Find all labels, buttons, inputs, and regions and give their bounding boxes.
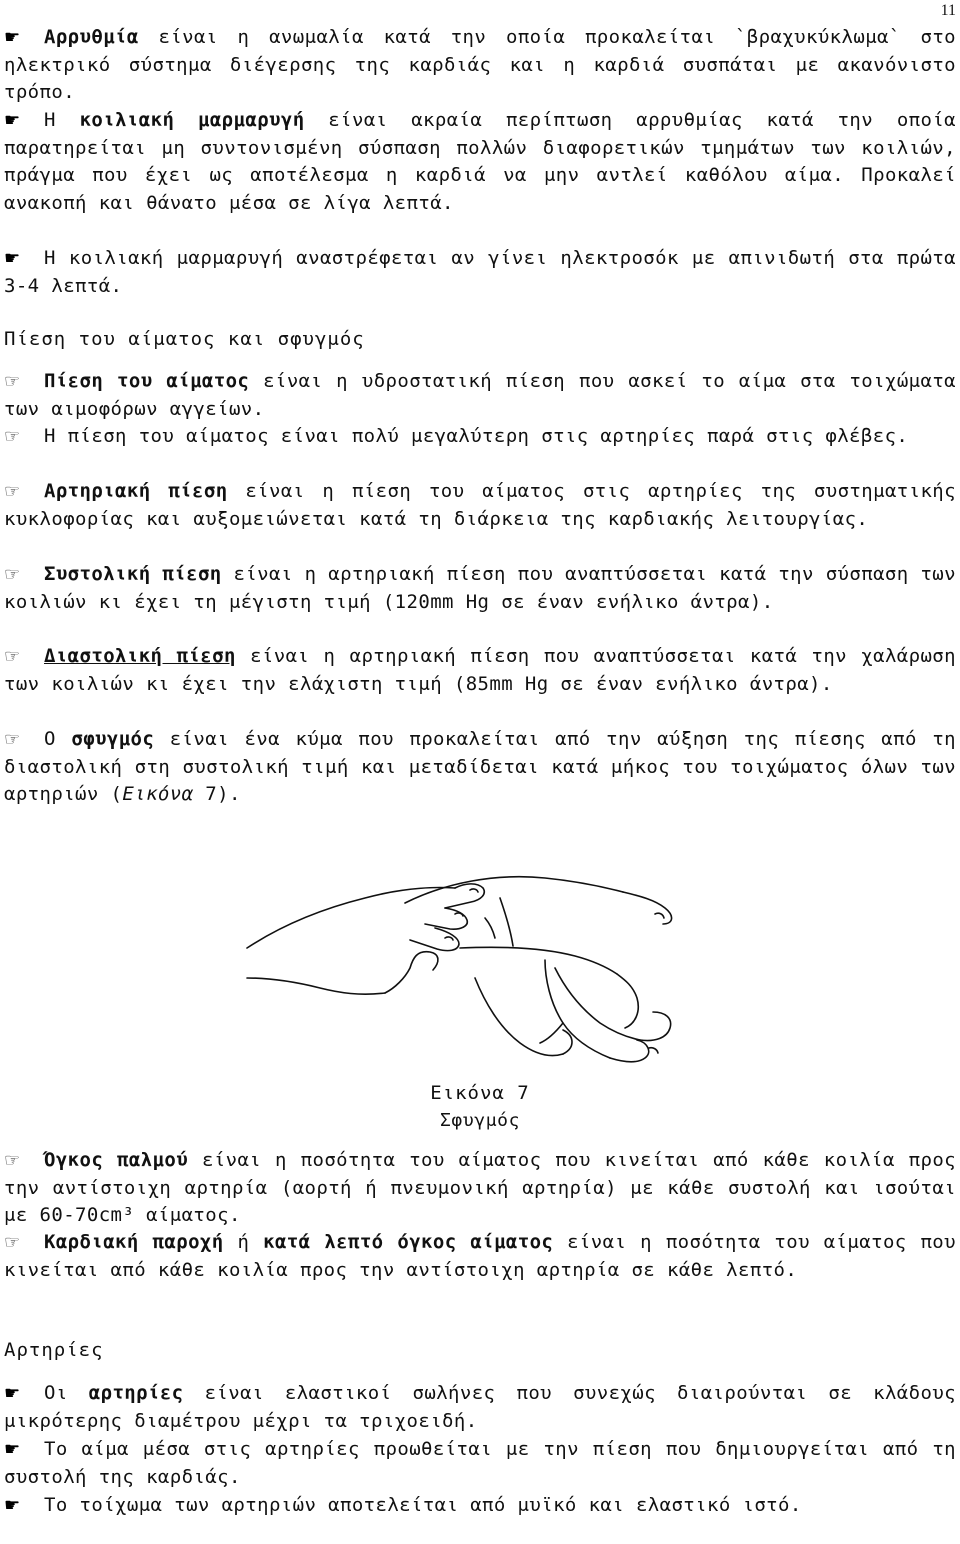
pointing-hand-outline-icon: ☞ — [4, 481, 21, 502]
term: Πίεση του αίματος — [44, 370, 250, 392]
paragraph-pulse — [4, 726, 956, 809]
paragraph-defibrillation — [4, 245, 956, 300]
term: αρτηρίες — [88, 1382, 184, 1404]
paragraph-text: Το τοίχωμα των αρτηριών αποτελείται από μυϊκό και ελαστικό ιστό. — [44, 1494, 802, 1516]
term: κοιλιακή μαρμαρυγή — [79, 109, 305, 131]
paragraph-text: είναι η πίεση του αίματος στις αρτηρίες της συστηματικής κυκλοφορίας και αυξομειώνεται κατά τη διάρκεια της καρδιακής λειτουργίας. — [4, 480, 956, 530]
paragraph-diastolic-pressure — [4, 643, 956, 698]
paragraph-ventricular-fibrillation — [4, 107, 956, 217]
paragraph-text: είναι η αρτηριακή πίεση που αναπτύσσεται κατά την σύσπαση των κοιλιών κι έχει τη μέγιστη τιμή (120mm Hg σε έναν ενήλικο άντρα). — [4, 563, 956, 613]
pointing-hand-outline-icon: ☞ — [4, 564, 21, 585]
figure-caption-title: Εικόνα 7 — [430, 1082, 530, 1104]
pointing-hand-outline-icon: ☞ — [4, 729, 21, 750]
figure-caption-subtitle: Σφυγμός — [439, 1110, 521, 1131]
paragraph-arteries-pressure — [4, 1436, 956, 1491]
pointing-hand-outline-icon: ☞ — [4, 646, 21, 667]
section-heading-arteries: Αρτηρίες — [4, 1339, 104, 1361]
pointing-hand-icon: ☛ — [4, 1495, 21, 1516]
paragraph-text: είναι η ανωμαλία κατά την οποία προκαλείται `βραχυκύκλωμα` στο ηλεκτρικό σύστημα διέγερσης της καρδιάς και η καρδιά συσπάται με ακανόνιστο τρόπο. — [4, 26, 957, 103]
term: Συστολική πίεση — [44, 563, 222, 585]
paragraph-text: είναι ακραία περίπτωση αρρυθμίας κατά την οποία παρατηρείται μη συντονισμένη σύσπαση πολλών διαφορετικών τμημάτων των κοιλιών, πράγμα που έχει ως αποτέλεσμα η καρδιά να μην αντλεί καθόλου αίμα. Προκαλεί ανακοπή και θάνατο μέσα σε λίγα λεπτά. — [4, 109, 957, 214]
pointing-hand-icon: ☛ — [4, 110, 21, 131]
paragraph-text: Η κοιλιακή μαρμαρυγή αναστρέφεται αν γίνει ηλεκτροσόκ με απινιδωτή στα πρώτα 3-4 λεπτά. — [4, 247, 956, 297]
paragraph-text: είναι η ποσότητα του αίματος που κινείται από κάθε κοιλία προς την αντίστοιχη αρτηρία (αορτή ή πνευμονική αρτηρία) με κάθε συστολή και ισούται με 60-70cm³ αίματος. — [4, 1149, 957, 1226]
paragraph-text: Η πίεση του αίματος είναι πολύ μεγαλύτερη στις αρτηρίες παρά στις φλέβες. — [44, 425, 909, 447]
paragraph-pressure-arteries-veins — [4, 423, 956, 451]
figure-reference: Εικόνα — [122, 783, 194, 805]
paragraph-text: είναι η υδροστατική πίεση που ασκεί το αίμα στα τοιχώματα των αιμοφόρων αγγείων. — [4, 370, 957, 420]
paragraph-arteries-wall — [4, 1492, 956, 1520]
figure-reference-end: 7). — [193, 783, 241, 805]
paragraph-arteries-definition — [4, 1380, 956, 1435]
paragraph-arterial-pressure — [4, 478, 956, 533]
page-number: 11 — [940, 2, 956, 19]
section-heading-blood-pressure: Πίεση του αίματος και σφυγμός — [4, 328, 365, 350]
paragraph-text: είναι ένα κύμα που προκαλείται από την αύξηση της πίεσης από τη διαστολική στη συστολική τιμή και μεταδίδεται κατά μήκος του τοιχώματος όλων των αρτηριών ( — [4, 728, 956, 805]
paragraph-text: είναι ελαστικοί σωλήνες που συνεχώς διαιρούνται σε κλάδους μικρότερης διαμέτρου μέχρι τα τριχοειδή. — [4, 1382, 956, 1432]
pointing-hand-outline-icon: ☞ — [4, 426, 21, 447]
pointing-hand-icon: ☛ — [4, 248, 21, 269]
paragraph-stroke-volume — [4, 1147, 956, 1230]
pointing-hand-outline-icon: ☞ — [4, 1232, 21, 1253]
conjunction: ή — [237, 1231, 250, 1253]
term: κατά λεπτό όγκος αίματος — [263, 1231, 554, 1253]
pointing-hand-outline-icon: ☞ — [4, 1150, 21, 1171]
prefix: Ο — [44, 728, 56, 750]
pointing-hand-icon: ☛ — [4, 1383, 21, 1404]
paragraph-arrhythmia — [4, 24, 956, 107]
prefix: Η — [44, 109, 56, 131]
term: Καρδιακή παροχή — [44, 1231, 224, 1253]
paragraph-systolic-pressure — [4, 561, 956, 616]
term: Όγκος παλμού — [44, 1149, 189, 1171]
pointing-hand-outline-icon: ☞ — [4, 371, 21, 392]
prefix: Οι — [44, 1382, 68, 1404]
paragraph-text: Το αίμα μέσα στις αρτηρίες προωθείται με την πίεση που δημιουργείται από τη συστολή της καρδιάς. — [4, 1438, 956, 1488]
term: σφυγμός — [71, 728, 155, 750]
term: Διαστολική πίεση — [44, 645, 236, 667]
term: Αρρυθμία — [44, 26, 139, 48]
paragraph-text: είναι η ποσότητα του αίματος που κινείται από κάθε κοιλία προς την αντίστοιχη αρτηρία σε κάθε λεπτό. — [4, 1231, 956, 1281]
paragraph-blood-pressure — [4, 368, 956, 423]
paragraph-text: είναι η αρτηριακή πίεση που αναπτύσσεται κατά την χαλάρωση των κοιλιών κι έχει την ελάχιστη τιμή (85mm Hg σε έναν ενήλικο άντρα). — [4, 645, 956, 695]
pointing-hand-icon: ☛ — [4, 1439, 21, 1460]
pulse-illustration — [245, 828, 710, 1076]
paragraph-cardiac-output — [4, 1229, 956, 1284]
pointing-hand-icon: ☛ — [4, 27, 21, 48]
term: Αρτηριακή πίεση — [44, 480, 228, 502]
